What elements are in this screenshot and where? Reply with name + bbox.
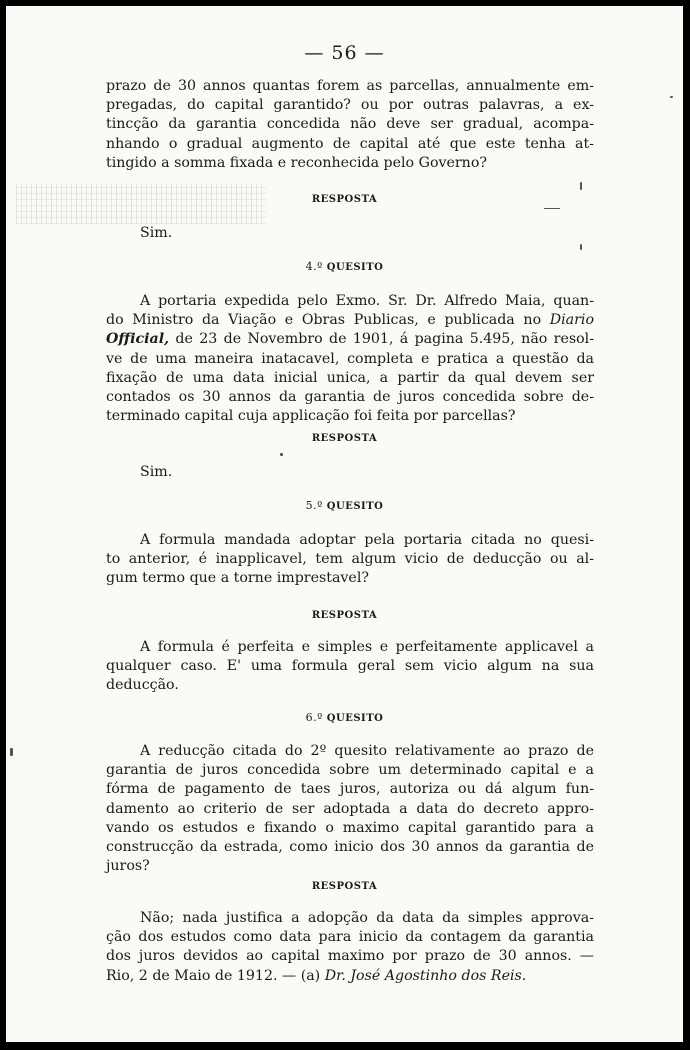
scan-speck xyxy=(580,244,582,250)
resposta-heading: RESPOSTA xyxy=(311,610,378,621)
resposta-3-text xyxy=(106,638,594,696)
scan-speck xyxy=(10,748,13,756)
text-line: prazo de 30 annos quantas forem as parcellas, annualmente em- xyxy=(106,78,594,94)
quesito-number: 6.º xyxy=(305,711,323,724)
resposta-4-text xyxy=(106,909,594,986)
text-line: fórma de pagamento de taes juros, autoriza ou dá algum fun- xyxy=(106,781,594,798)
text-line: ve de uma maneira inatacavel, completa e pratica a questão da xyxy=(106,350,594,367)
text-line: tingido a somma fixada e reconhecida pelo Governo? xyxy=(106,154,487,171)
text-line: tincção da garantia concedida não deve ser gradual, acompa- xyxy=(106,116,594,133)
text-line: vando os estudos e fixando o maximo capital garantido para a xyxy=(106,819,594,836)
quesito-6-text xyxy=(106,742,594,876)
text-line: juros? xyxy=(106,858,150,875)
text-line: dos juros devidos ao capital maximo por prazo de 30 annos. — xyxy=(106,948,594,965)
page-number: — 56 — xyxy=(304,42,385,64)
text-line: garantia de juros concedida sobre um determinado capital e a xyxy=(106,762,594,779)
quesito-heading xyxy=(6,499,683,512)
scan-speck xyxy=(544,208,560,209)
text-line: Não; nada justifica a adopção da data da simples approva- xyxy=(140,910,594,926)
text-line: nhando o gradual augmento de capital até que este tenha at- xyxy=(106,135,594,152)
document-page xyxy=(6,6,683,1042)
text-line: pregadas, do capital garantido? ou por outras palavras, a ex- xyxy=(106,97,594,114)
quesito-heading xyxy=(6,711,683,724)
text-line: damento ao criterio de ser adoptada a data do decreto appro- xyxy=(106,800,594,817)
quesito-4-text xyxy=(106,292,594,426)
scan-speck xyxy=(670,96,673,98)
scan-speck xyxy=(280,453,283,456)
quesito-heading xyxy=(6,260,683,273)
text-line: A formula mandada adoptar pela portaria citada no quesi- xyxy=(140,532,594,548)
quesito-label: QUESITO xyxy=(326,501,384,512)
text-line: qualquer caso. E' uma formula geral sem vicio algum na sua xyxy=(106,658,594,675)
answer-text: Sim. xyxy=(140,225,173,241)
text-line: do Ministro da Viação e Obras Publicas, e publicada no Diario xyxy=(106,312,594,329)
quesito-number: 4.º xyxy=(305,260,323,273)
quesito-5-text xyxy=(106,531,594,589)
text-line: gum termo que a torne imprestavel? xyxy=(106,570,369,587)
text-line: Rio, 2 de Maio de 1912. — (a) Dr. José Agostinho dos Reis. xyxy=(106,967,527,984)
quesito-label: QUESITO xyxy=(326,713,384,724)
text-line: A formula é perfeita e simples e perfeitamente applicavel a xyxy=(140,639,594,655)
resposta-heading: RESPOSTA xyxy=(311,433,378,444)
scan-speck xyxy=(580,182,582,190)
text-line: A reducção citada do 2º quesito relativamente ao prazo de xyxy=(140,743,594,759)
question-continuation xyxy=(106,77,594,173)
text-line: fixação de uma data inicial unica, a partir da qual devem ser xyxy=(106,369,594,386)
text-line: ção dos estudos como data para inicio da contagem da garantia xyxy=(106,929,594,946)
resposta-heading: RESPOSTA xyxy=(311,881,378,892)
text-line: A portaria expedida pelo Exmo. Sr. Dr. Alfredo Maia, quan- xyxy=(140,293,594,309)
text-line: construcção da estrada, como inicio dos 30 annos da garantia de xyxy=(106,839,594,856)
quesito-number: 5.º xyxy=(305,499,323,512)
resposta-heading: RESPOSTA xyxy=(311,194,378,205)
text-line: contados os 30 annos da garantia de juros concedida sobre de- xyxy=(106,389,594,406)
text-line: terminado capital cuja applicação foi feita por parcellas? xyxy=(106,408,516,425)
answer-text: Sim. xyxy=(140,464,173,480)
quesito-label: QUESITO xyxy=(326,262,384,273)
text-line: Official, de 23 de Novembro de 1901, á pagina 5.495, não resol- xyxy=(106,331,594,348)
text-line: deducção. xyxy=(106,677,179,694)
text-line: to anterior, é inapplicavel, tem algum vicio de deducção ou al- xyxy=(106,551,594,568)
